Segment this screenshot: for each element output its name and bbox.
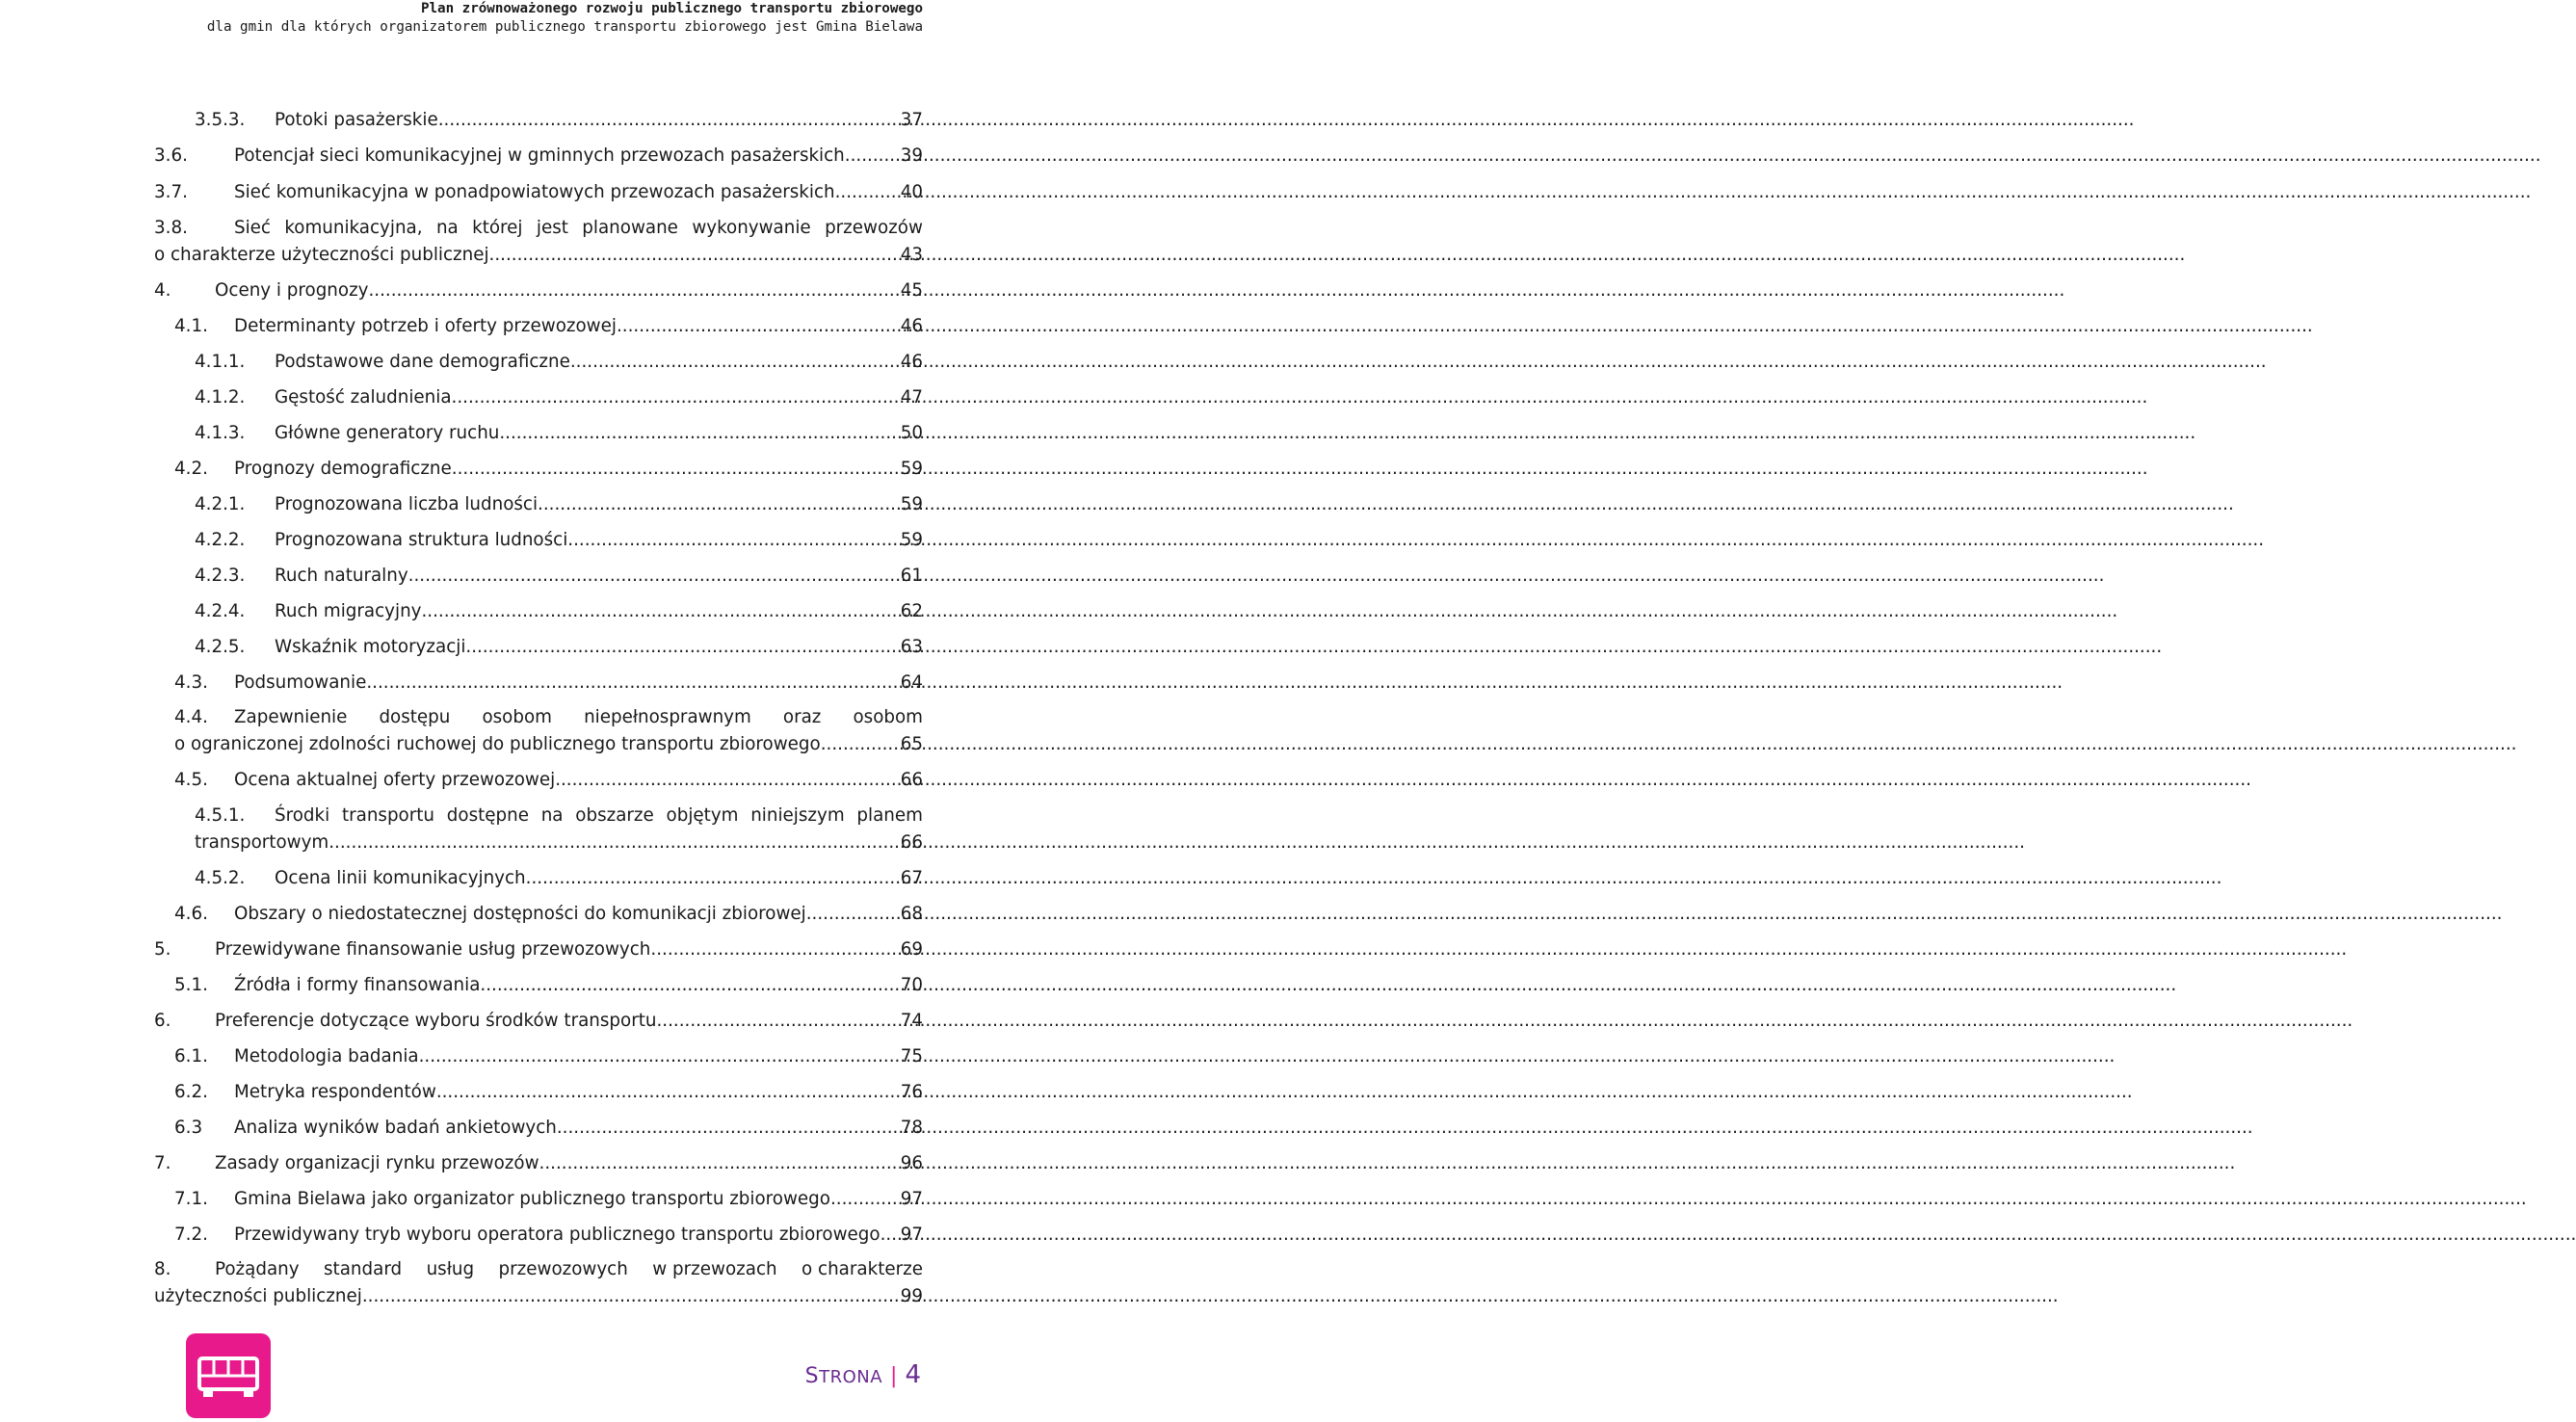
toc-entry[interactable]: [234, 1082, 923, 1102]
toc-justified-line: [234, 707, 923, 727]
page-label: STRONA: [804, 1364, 883, 1388]
toc-title: Ruch naturalny: [275, 566, 408, 586]
toc-page-number: 59: [900, 530, 923, 550]
toc-page-number: 75: [900, 1046, 923, 1066]
toc-leader-dots: [830, 1189, 901, 1209]
toc-title: Potencjał sieci komunikacyjnej w gminnych przewozach pasażerskich: [234, 145, 845, 166]
toc-word: jest: [536, 218, 568, 238]
toc-entry[interactable]: [234, 459, 923, 479]
toc-entry[interactable]: [275, 868, 923, 888]
toc-title: Zasady organizacji rynku przewozów: [215, 1153, 539, 1173]
toc-entry[interactable]: [215, 280, 923, 301]
toc-title: Gmina Bielawa jako organizator publicznego transportu zbiorowego: [234, 1189, 830, 1209]
toc-leader-dots: [650, 939, 900, 960]
toc-leader-dots: [570, 352, 901, 372]
toc-title: o charakterze użyteczności publicznej: [154, 245, 489, 265]
toc-entry[interactable]: [275, 423, 923, 443]
toc-title: Oceny i prognozy: [215, 280, 369, 301]
toc-page-number: 69: [900, 939, 923, 960]
toc-page-number: 59: [900, 494, 923, 514]
toc-leader-dots: [539, 1153, 901, 1173]
toc-title: Analiza wyników badań ankietowych: [234, 1118, 557, 1138]
toc-page-number: 68: [900, 904, 923, 924]
toc-number: 3.7.: [154, 182, 188, 202]
toc-number: 4.1.1.: [195, 352, 246, 372]
toc-title: Ocena aktualnej oferty przewozowej: [234, 770, 556, 790]
toc-page-number: 61: [900, 566, 923, 586]
toc-number: 4.2.: [174, 459, 208, 479]
toc-word: usług: [426, 1259, 475, 1279]
toc-leader-dots: [656, 1011, 900, 1031]
toc-word: obszarze: [575, 805, 654, 826]
toc-number: 6.1.: [174, 1046, 208, 1066]
toc-page-number: 47: [900, 387, 923, 408]
toc-word: wykonywanie: [692, 218, 811, 238]
toc-leader-dots: [362, 1286, 901, 1306]
toc-word: niniejszym: [750, 805, 845, 826]
toc-word: oraz: [782, 707, 822, 727]
toc-number: 3.5.3.: [195, 110, 246, 130]
toc-number: 4.1.3.: [195, 423, 246, 443]
toc-entry[interactable]: [275, 530, 923, 550]
toc-title: transportowym: [195, 832, 329, 853]
toc-word: osobom: [853, 707, 923, 727]
toc-word: na: [540, 805, 564, 826]
toc-word: w przewozach: [652, 1259, 777, 1279]
toc-leader-dots: [806, 904, 901, 924]
toc-page-number: 70: [900, 975, 923, 995]
toc-word: objętym: [666, 805, 739, 826]
toc-page-number: 39: [900, 145, 923, 166]
toc-entry[interactable]: [234, 1224, 923, 1245]
toc-page-number: 99: [900, 1286, 923, 1306]
page-footer: [805, 1360, 921, 1389]
toc-page-number: 78: [900, 1118, 923, 1138]
toc-word: o charakterze: [802, 1259, 923, 1279]
toc-entry[interactable]: [234, 904, 923, 924]
toc-leader-dots: [881, 1224, 901, 1245]
toc-leader-dots: [419, 1046, 901, 1066]
toc-page-number: 59: [900, 459, 923, 479]
toc-leader-dots: [526, 868, 901, 888]
toc-title: Podsumowanie: [234, 672, 367, 693]
toc-title: Ruch migracyjny: [275, 601, 422, 621]
toc-title: Przewidywane finansowanie usług przewozowych: [215, 939, 651, 960]
toc-justified-line: [234, 218, 923, 238]
toc-title: Gęstość zaludnienia: [275, 387, 452, 408]
toc-page-number: 40: [900, 182, 923, 202]
toc-number: 4.2.4.: [195, 601, 246, 621]
toc-page-number: 43: [900, 245, 923, 265]
toc-leader-dots: [329, 832, 901, 853]
toc-entry[interactable]: [234, 145, 923, 166]
toc-title: Przewidywany tryb wyboru operatora publicznego transportu zbiorowego: [234, 1224, 881, 1245]
toc-page-number: 96: [900, 1153, 923, 1173]
toc-word: Pożądany: [215, 1259, 300, 1279]
toc-page-number: 62: [900, 601, 923, 621]
toc-leader-dots: [366, 672, 900, 693]
toc-leader-dots: [452, 459, 901, 479]
bus-icon: [186, 1333, 271, 1418]
toc-title: Wskaźnik motoryzacji: [275, 637, 466, 657]
toc-word: planowane: [582, 218, 678, 238]
toc-entry[interactable]: [234, 1189, 923, 1209]
toc-entry[interactable]: [275, 352, 923, 372]
toc-title: Potoki pasażerskie: [275, 110, 438, 130]
toc-number: 4.2.1.: [195, 494, 246, 514]
toc-number: 4.1.2.: [195, 387, 246, 408]
toc-title: Ocena linii komunikacyjnych: [275, 868, 526, 888]
toc-word: której: [472, 218, 523, 238]
header-title: Plan zrównoważonego rozwoju publicznego transportu zbiorowego: [420, 1, 923, 16]
toc-number: 7.2.: [174, 1224, 208, 1245]
toc-title: użyteczności publicznej: [154, 1286, 362, 1306]
toc-page-number: 63: [900, 637, 923, 657]
toc-number: 4.6.: [174, 904, 208, 924]
toc-page-number: 76: [900, 1082, 923, 1102]
toc-leader-dots: [499, 423, 900, 443]
toc-number: 5.: [154, 939, 171, 960]
toc-entry[interactable]: [154, 245, 923, 265]
toc-leader-dots: [489, 245, 901, 265]
toc-entry[interactable]: [215, 939, 923, 960]
toc-leader-dots: [617, 316, 901, 336]
toc-page-number: 97: [900, 1224, 923, 1245]
toc-page-number: 66: [900, 770, 923, 790]
toc-word: dostępu: [379, 707, 451, 727]
toc-entry[interactable]: [154, 1286, 923, 1306]
toc-page-number: 67: [900, 868, 923, 888]
toc-number: 3.6.: [154, 145, 188, 166]
toc-word: na: [435, 218, 459, 238]
toc-number: 4.3.: [174, 672, 208, 693]
toc-title: Podstawowe dane demograficzne: [275, 352, 570, 372]
toc-word: transportu: [341, 805, 435, 826]
toc-entry[interactable]: [215, 1153, 923, 1173]
toc-number: 4.5.2.: [195, 868, 246, 888]
toc-number: 8.: [154, 1259, 171, 1279]
running-header: [207, 0, 923, 37]
toc-entry[interactable]: [275, 494, 923, 514]
toc-entry[interactable]: [275, 637, 923, 657]
toc-leader-dots: [369, 280, 901, 301]
toc-number: 4.5.1.: [195, 805, 246, 826]
toc-leader-dots: [436, 1082, 901, 1102]
toc-entry[interactable]: [234, 975, 923, 995]
toc-page-number: 65: [900, 734, 923, 754]
toc-entry[interactable]: [275, 387, 923, 408]
toc-entry[interactable]: [234, 182, 923, 202]
toc-title: Determinanty potrzeb i oferty przewozowej: [234, 316, 617, 336]
toc-number: 4.4.: [174, 707, 208, 727]
toc-leader-dots: [821, 734, 901, 754]
toc-page-number: 45: [900, 280, 923, 301]
toc-word: standard: [324, 1259, 403, 1279]
toc-page-number: 66: [900, 832, 923, 853]
toc-leader-dots: [845, 145, 901, 166]
toc-number: 7.: [154, 1153, 171, 1173]
toc-title: Obszary o niedostatecznej dostępności do komunikacji zbiorowej: [234, 904, 806, 924]
toc-number: 4.: [154, 280, 171, 301]
toc-number: 5.1.: [174, 975, 208, 995]
toc-page-number: 46: [900, 352, 923, 372]
toc-leader-dots: [835, 182, 901, 202]
toc-title: Główne generatory ruchu: [275, 423, 500, 443]
toc-number: 4.2.5.: [195, 637, 246, 657]
toc-title: Prognozy demograficzne: [234, 459, 452, 479]
toc-justified-line: [215, 1259, 923, 1279]
toc-entry[interactable]: [234, 1046, 923, 1066]
toc-number: 3.8.: [154, 218, 188, 238]
toc-leader-dots: [421, 601, 900, 621]
toc-word: Zapewnienie: [234, 707, 348, 727]
toc-leader-dots: [538, 494, 901, 514]
toc-number: 6.2.: [174, 1082, 208, 1102]
toc-number: 4.5.: [174, 770, 208, 790]
toc-entry[interactable]: [174, 734, 923, 754]
toc-entry[interactable]: [275, 110, 923, 130]
toc-number: 4.2.3.: [195, 566, 246, 586]
toc-number: 4.1.: [174, 316, 208, 336]
toc-title: Prognozowana liczba ludności: [275, 494, 539, 514]
toc-page-number: 50: [900, 423, 923, 443]
toc-leader-dots: [408, 566, 901, 586]
toc-word: przewozowych: [498, 1259, 628, 1279]
toc-number: 4.2.2.: [195, 530, 246, 550]
page-number: 4: [905, 1360, 921, 1389]
toc-number: 7.1.: [174, 1189, 208, 1209]
toc-entry[interactable]: [234, 316, 923, 336]
toc-leader-dots: [557, 1118, 901, 1138]
toc-title: Sieć komunikacyjna w ponadpowiatowych przewozach pasażerskich: [234, 182, 835, 202]
toc-justified-line: [275, 805, 923, 826]
toc-entry[interactable]: [275, 601, 923, 621]
toc-page-number: 97: [900, 1189, 923, 1209]
page-separator: |: [890, 1364, 898, 1388]
toc-word: komunikacyjna,: [284, 218, 423, 238]
toc-leader-dots: [480, 975, 900, 995]
header-subtitle: dla gmin dla których organizatorem publicznego transportu zbiorowego jest Gmina Bielawa: [206, 19, 923, 35]
toc-word: Sieć: [234, 218, 271, 238]
toc-page-number: 46: [900, 316, 923, 336]
toc-page-number: 64: [900, 672, 923, 693]
toc-title: Preferencje dotyczące wyboru środków transportu: [215, 1011, 657, 1031]
toc-word: przewozów: [825, 218, 923, 238]
toc-leader-dots: [452, 387, 901, 408]
toc-entry[interactable]: [234, 672, 923, 693]
toc-title: Prognozowana struktura ludności: [275, 530, 568, 550]
toc-leader-dots: [465, 637, 900, 657]
toc-number: 6.: [154, 1011, 171, 1031]
toc-entry[interactable]: [275, 566, 923, 586]
toc-title: Metodologia badania: [234, 1046, 419, 1066]
toc-page-number: 74: [900, 1011, 923, 1031]
toc-page-number: 37: [900, 110, 923, 130]
toc-entry[interactable]: [195, 832, 923, 853]
toc-title: o ograniczonej zdolności ruchowej do publicznego transportu zbiorowego: [174, 734, 821, 754]
toc-entry[interactable]: [215, 1011, 923, 1031]
toc-entry[interactable]: [234, 1118, 923, 1138]
toc-word: planem: [856, 805, 923, 826]
toc-word: Środki: [275, 805, 330, 826]
toc-leader-dots: [438, 110, 901, 130]
toc-word: osobom: [482, 707, 552, 727]
toc-leader-dots: [555, 770, 901, 790]
toc-leader-dots: [567, 530, 900, 550]
toc-title: Źródła i formy finansowania: [234, 975, 481, 995]
toc-word: dostępne: [446, 805, 529, 826]
toc-number: 6.3: [174, 1118, 203, 1138]
toc-title: Metryka respondentów: [234, 1082, 436, 1102]
toc-word: niepełnosprawnym: [584, 707, 751, 727]
toc-entry[interactable]: [234, 770, 923, 790]
